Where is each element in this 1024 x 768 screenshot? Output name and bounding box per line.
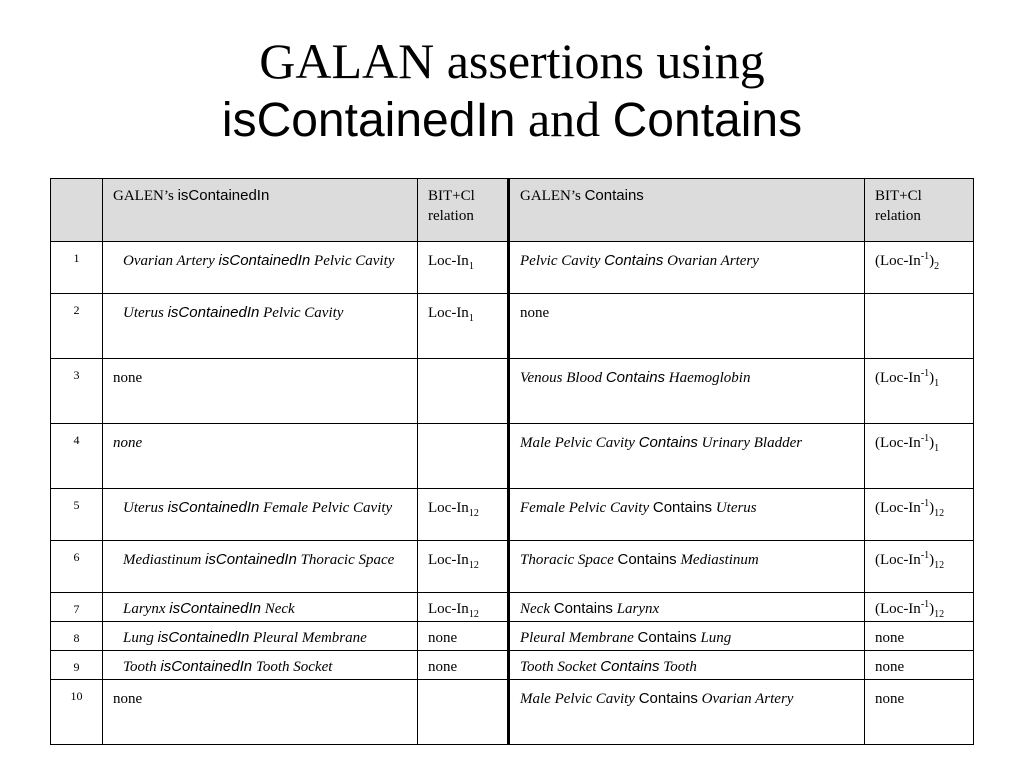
bit-relation-subscript: 1	[468, 313, 474, 324]
bit-relation-close: )	[929, 370, 935, 386]
contains-assertion	[509, 242, 865, 294]
bit-relation-text: (Loc-In	[875, 253, 921, 269]
contains-assertion	[509, 622, 865, 651]
bit-relation-superscript: -1	[920, 498, 930, 509]
assertion-relation: isContainedIn	[157, 629, 250, 646]
iscontainedin-assertion	[103, 359, 418, 424]
bit-relation-superscript: -1	[920, 368, 930, 379]
header-bit-relation-left: BIT+Cl relation	[418, 179, 509, 242]
iscontainedin-assertion	[103, 489, 418, 541]
row-number: 8	[51, 622, 103, 651]
table-row	[51, 294, 974, 359]
bit-relation-right	[865, 680, 974, 745]
bit-relation-text: (Loc-In	[875, 552, 921, 568]
bit-relation-text: none	[875, 691, 905, 707]
assertion-relation: isContainedIn	[167, 304, 260, 321]
iscontainedin-assertion	[103, 680, 418, 745]
iscontainedin-assertion	[103, 622, 418, 651]
title-keyword-iscontainedin: isContainedIn	[221, 94, 516, 147]
contains-assertion	[509, 489, 865, 541]
table-row	[51, 651, 974, 680]
assertion-object: Female Pelvic Cavity	[263, 500, 393, 516]
bit-relation-left	[418, 541, 509, 593]
assertion-relation: isContainedIn	[218, 252, 311, 269]
assertion-object: Pleural Membrane	[253, 630, 367, 646]
bit-relation-text: (Loc-In	[875, 500, 921, 516]
slide-title	[0, 32, 1024, 150]
bit-relation-left	[418, 593, 509, 622]
row-number: 9	[51, 651, 103, 680]
assertion-object: Ovarian Artery	[701, 691, 794, 707]
contains-assertion	[509, 651, 865, 680]
bit-relation-left	[418, 680, 509, 745]
row-number: 2	[51, 294, 103, 359]
bit-relation-subscript: 12	[934, 609, 945, 620]
bit-relation-subscript: 12	[934, 560, 945, 571]
assertion-subject: Male Pelvic Cavity	[520, 691, 635, 707]
bit-relation-close: )	[929, 601, 935, 617]
iscontainedin-assertion	[103, 294, 418, 359]
bit-relation-close: )	[929, 435, 935, 451]
bit-relation-right	[865, 424, 974, 489]
bit-relation-right	[865, 593, 974, 622]
bit-relation-subscript: 2	[934, 261, 940, 272]
bit-relation-right	[865, 541, 974, 593]
table-row	[51, 242, 974, 294]
bit-relation-text: none	[428, 659, 458, 675]
bit-relation-text: Loc-In	[428, 552, 469, 568]
table-row	[51, 622, 974, 651]
bit-relation-subscript: 1	[468, 261, 474, 272]
assertion-object: Lung	[700, 630, 732, 646]
bit-relation-subscript: 12	[934, 508, 945, 519]
header-galen-iscontainedin: GALEN’s isContainedIn	[103, 179, 418, 242]
bit-relation-text: Loc-In	[428, 305, 469, 321]
row-number: 6	[51, 541, 103, 593]
bit-relation-left	[418, 651, 509, 680]
bit-relation-text: none	[428, 630, 458, 646]
assertion-subject: Uterus	[123, 305, 164, 321]
bit-relation-subscript: 1	[934, 378, 940, 389]
assertion-relation: Contains	[605, 369, 666, 386]
contains-assertion	[509, 294, 865, 359]
assertion-none: none	[113, 370, 143, 386]
bit-relation-text: Loc-In	[428, 601, 469, 617]
bit-relation-left	[418, 622, 509, 651]
bit-relation-superscript: -1	[920, 251, 930, 262]
bit-relation-close: )	[929, 500, 935, 516]
bit-relation-text: none	[875, 659, 905, 675]
assertion-subject: Male Pelvic Cavity	[520, 435, 635, 451]
contains-assertion	[509, 541, 865, 593]
assertions-table	[50, 178, 974, 745]
assertion-none: none	[113, 435, 143, 451]
bit-relation-left	[418, 489, 509, 541]
bit-relation-right	[865, 294, 974, 359]
bit-relation-right	[865, 651, 974, 680]
assertion-object: Urinary Bladder	[701, 435, 803, 451]
assertion-subject: Pleural Membrane	[520, 630, 634, 646]
assertion-subject: Tooth Socket	[520, 659, 597, 675]
assertion-subject: Pelvic Cavity	[520, 253, 601, 269]
assertion-subject: Tooth	[123, 659, 157, 675]
iscontainedin-assertion	[103, 541, 418, 593]
assertion-relation: Contains	[637, 629, 697, 646]
table-row	[51, 541, 974, 593]
iscontainedin-assertion	[103, 593, 418, 622]
bit-relation-subscript: 12	[468, 560, 479, 571]
table-row	[51, 593, 974, 622]
assertion-relation: isContainedIn	[167, 499, 260, 516]
bit-relation-text: (Loc-In	[875, 435, 921, 451]
assertion-subject: Thoracic Space	[520, 552, 614, 568]
bit-relation-right	[865, 489, 974, 541]
header-galen-contains: GALEN’s Contains	[509, 179, 865, 242]
title-line-1: GALAN assertions using	[259, 33, 765, 89]
row-number: 3	[51, 359, 103, 424]
assertion-subject: Larynx	[123, 601, 166, 617]
table-row	[51, 680, 974, 745]
assertion-relation: isContainedIn	[160, 658, 253, 675]
assertion-object: Mediastinum	[680, 552, 759, 568]
assertion-object: Thoracic Space	[300, 552, 395, 568]
iscontainedin-assertion	[103, 424, 418, 489]
assertion-relation: Contains	[617, 551, 677, 568]
contains-assertion	[509, 680, 865, 745]
row-number: 5	[51, 489, 103, 541]
assertion-subject: Mediastinum	[123, 552, 202, 568]
contains-assertion	[509, 593, 865, 622]
assertion-object: Neck	[264, 601, 295, 617]
assertion-object: Pelvic Cavity	[263, 305, 344, 321]
assertion-relation: Contains	[638, 434, 698, 451]
assertion-object: Uterus	[715, 500, 757, 516]
contains-assertion	[509, 424, 865, 489]
bit-relation-right	[865, 359, 974, 424]
assertion-subject: Uterus	[123, 500, 164, 516]
header-number-cell	[51, 179, 103, 242]
assertion-object: Ovarian Artery	[667, 253, 759, 269]
header-bit-relation-right: BIT+Cl relation	[865, 179, 974, 242]
bit-relation-left	[418, 424, 509, 489]
assertion-relation: Contains	[553, 600, 613, 617]
table-row	[51, 424, 974, 489]
bit-relation-superscript: -1	[920, 599, 930, 610]
bit-relation-left	[418, 294, 509, 359]
assertion-object: Haemoglobin	[668, 370, 751, 386]
bit-relation-left	[418, 359, 509, 424]
assertion-object: Tooth Socket	[255, 659, 333, 675]
assertion-none: none	[113, 691, 143, 707]
assertion-object: Larynx	[616, 601, 660, 617]
row-number: 7	[51, 593, 103, 622]
row-number: 1	[51, 242, 103, 294]
table-row	[51, 359, 974, 424]
assertion-relation: isContainedIn	[205, 551, 297, 568]
assertion-subject: Female Pelvic Cavity	[520, 500, 650, 516]
row-number: 4	[51, 424, 103, 489]
bit-relation-text: (Loc-In	[875, 370, 921, 386]
assertion-object: Pelvic Cavity	[314, 253, 395, 269]
table-row	[51, 489, 974, 541]
assertion-relation: Contains	[638, 690, 698, 707]
assertion-relation: Contains	[600, 658, 660, 675]
bit-relation-right	[865, 242, 974, 294]
assertion-none: none	[520, 305, 550, 321]
assertion-relation: Contains	[652, 499, 713, 516]
title-conjunction: and	[527, 91, 601, 147]
bit-relation-superscript: -1	[920, 550, 930, 561]
assertion-subject: Neck	[520, 601, 550, 617]
title-line-2	[0, 90, 1024, 150]
assertion-subject: Venous Blood	[520, 370, 603, 386]
bit-relation-subscript: 1	[934, 443, 940, 454]
bit-relation-subscript: 12	[468, 609, 479, 620]
bit-relation-subscript: 12	[468, 508, 479, 519]
bit-relation-superscript: -1	[920, 433, 930, 444]
bit-relation-text: Loc-In	[428, 253, 469, 269]
assertion-subject: Lung	[123, 630, 154, 646]
table-header-row	[51, 179, 974, 242]
assertion-relation: Contains	[604, 252, 664, 269]
iscontainedin-assertion	[103, 651, 418, 680]
bit-relation-close: )	[929, 253, 935, 269]
assertion-subject: Ovarian Artery	[123, 253, 215, 269]
bit-relation-close: )	[929, 552, 935, 568]
iscontainedin-assertion	[103, 242, 418, 294]
bit-relation-text: none	[875, 630, 905, 646]
bit-relation-left	[418, 242, 509, 294]
bit-relation-text: Loc-In	[428, 500, 469, 516]
title-keyword-contains: Contains	[612, 94, 803, 147]
assertion-relation: isContainedIn	[169, 600, 261, 617]
row-number: 10	[51, 680, 103, 745]
bit-relation-text: (Loc-In	[875, 601, 921, 617]
bit-relation-right	[865, 622, 974, 651]
assertion-object: Tooth	[663, 659, 697, 675]
contains-assertion	[509, 359, 865, 424]
